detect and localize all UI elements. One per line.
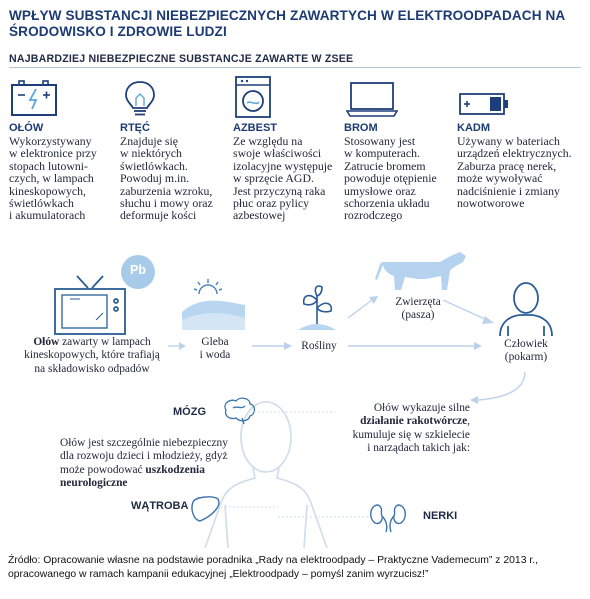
substance-description: Stosowany jest w komputerach. Zatrucie bromem powoduje otępienie umysłowe oraz schorzenia układu rozrodczego <box>344 134 437 223</box>
substance-description: Znajduje się w niektórych świetlówkach. Powoduj m.in. zaburzenia wzroku, słuchu i mowy oraz deformuje kości <box>120 134 213 223</box>
pb-badge-label: Pb <box>130 263 146 277</box>
carcinogenic-note: Ołów wykazuje silne działanie rakotwórcze, kumuluje się w szkielecie i narządach takich jak: <box>352 402 470 455</box>
section-subtitle: NAJBARDZIEJ NIEBEZPIECZNE SUBSTANCJE ZAWARTE W ZSEE <box>9 53 354 65</box>
substance-description: Wykorzystywany w elektronice przy stopach lutowni- czych, w lampach kineskopowych, świetlówkach i akumulatorach <box>9 134 97 223</box>
neurological-note: Ołów jest szczególnie niebezpieczny dla rozwoju dzieci i młodzieży, gdyż może powodować uszkodzenia neurologiczne <box>60 437 228 490</box>
substance-name: AZBEST <box>233 122 277 134</box>
human-label: Człowiek (pokarm) <box>504 338 548 364</box>
liver-icon <box>192 497 219 521</box>
cow-icon <box>375 252 466 290</box>
kidneys-label: NERKI <box>423 510 458 522</box>
substance-description: Ze względu na swoje właściwości izolacyjne występuje w sprzęcie AGD. Jest przyczyną raka płuc oraz pylicy azbestowej <box>233 134 333 223</box>
plant-icon <box>304 286 332 326</box>
tv-label: Ołów zawarty w lampach kineskopowych, które trafiają na składowisko odpadów <box>24 336 160 375</box>
substance-name: BROM <box>344 122 378 134</box>
animals-label: Zwierzęta (pasza) <box>395 296 441 322</box>
tv-icon <box>55 276 125 334</box>
liver-label: WĄTROBA <box>131 500 189 512</box>
substance-name: KADM <box>457 122 490 134</box>
substance-description: Używany w bateriach urządzeń elektrycznych. Zaburza pracę nerek, może wywoływać nadciśnienie i zmiany nowotworowe <box>457 134 572 211</box>
source-note: Źródło: Opracowanie własne na podstawie poradnika „Rady na elektroodpady – Praktyczne Vademecum” z 2013 r., opracowanego w ramach kampanii edukacyjnej „Elektroodpady – pomyśl zanim wyrzucisz!” <box>8 555 539 580</box>
substance-name: RTĘĆ <box>120 122 150 134</box>
person-icon <box>500 283 552 336</box>
substance-name: OŁÓW <box>9 122 44 134</box>
soil-water-label: Gleba i woda <box>199 336 231 362</box>
plants-label: Rośliny <box>301 340 337 352</box>
page-title: WPŁYW SUBSTANCJI NIEBEZPIECZNYCH ZAWARTYCH W ELEKTROODPADACH NA ŚRODOWISKO I ZDROWIE LUDZI <box>9 8 565 39</box>
kidneys-icon <box>371 505 406 532</box>
sun-hills-icon <box>194 279 222 294</box>
brain-label: MÓZG <box>173 406 206 418</box>
